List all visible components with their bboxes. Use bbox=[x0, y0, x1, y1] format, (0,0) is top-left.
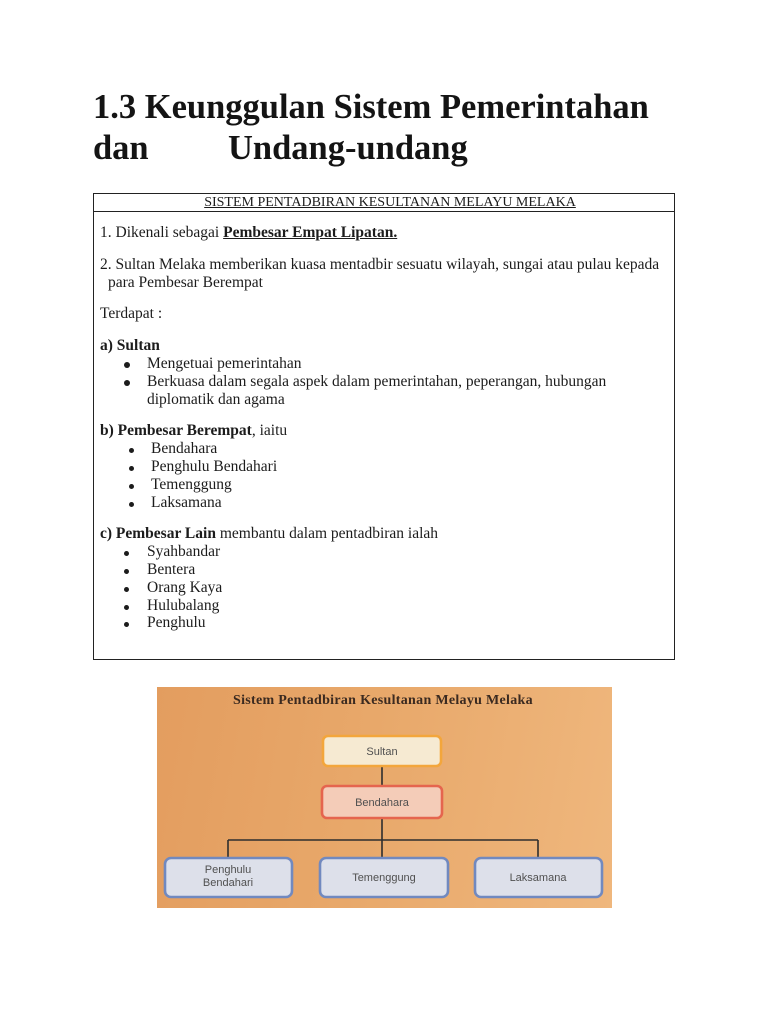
section-c-suffix: membantu dalam pentadbiran ialah bbox=[215, 525, 439, 543]
page-title bbox=[93, 87, 733, 169]
node-penghulu-bendahari-label-line2: Bendahari bbox=[202, 877, 254, 889]
list-item-text: Bendahara bbox=[151, 440, 218, 458]
point-2: 2. Sultan Melaka memberikan kuasa mentadbir sesuatu wilayah, sungai atau pulau kepada para Pembesar Berempat bbox=[100, 255, 660, 291]
panel-header-text: SISTEM PENTADBIRAN KESULTANAN MELAYU MELAKA bbox=[204, 195, 576, 210]
org-chart bbox=[157, 687, 612, 908]
section-c-list bbox=[100, 543, 668, 632]
bullet-icon bbox=[129, 484, 134, 489]
section-a-list bbox=[100, 355, 668, 408]
node-temenggung-label: Temenggung bbox=[352, 872, 416, 884]
list-item-text: Syahbandar bbox=[147, 543, 221, 561]
point-1-emphasis: Pembesar Empat Lipatan. bbox=[223, 224, 398, 241]
list-item bbox=[100, 494, 668, 512]
list-item-text: Berkuasa dalam segala aspek dalam pemerintahan, peperangan, hubungan diplomatik dan agama bbox=[147, 372, 607, 408]
bullet-icon bbox=[124, 380, 130, 386]
section-b-label: b) Pembesar Berempat bbox=[100, 422, 252, 440]
bullet-icon bbox=[124, 569, 129, 574]
bullet-icon bbox=[124, 622, 129, 627]
section-b-heading bbox=[100, 422, 668, 440]
info-panel bbox=[93, 193, 675, 660]
list-item-text: Penghulu Bendahari bbox=[151, 457, 278, 475]
bullet-icon bbox=[124, 362, 130, 368]
list-item-text: Penghulu bbox=[147, 614, 206, 632]
node-sultan bbox=[323, 736, 441, 766]
list-item-text: Bentera bbox=[147, 560, 196, 578]
node-laksamana-label: Laksamana bbox=[509, 872, 567, 884]
page-title-line2-first: dan bbox=[93, 129, 149, 167]
bullet-icon bbox=[124, 587, 129, 592]
list-item bbox=[100, 458, 668, 476]
page-title-line2 bbox=[93, 128, 733, 169]
list-item bbox=[100, 476, 668, 494]
node-bendahara bbox=[322, 786, 442, 818]
list-item-text: Mengetuai pemerintahan bbox=[147, 354, 302, 372]
section-c-label: c) Pembesar Lain bbox=[100, 525, 216, 543]
bullet-icon bbox=[124, 551, 129, 556]
section-c-heading bbox=[100, 525, 668, 543]
intro-text: Terdapat : bbox=[100, 305, 163, 323]
section-b-suffix: , iaitu bbox=[251, 422, 288, 440]
bullet-icon bbox=[129, 466, 134, 471]
list-item-text: Laksamana bbox=[151, 493, 222, 511]
list-item bbox=[100, 597, 668, 615]
node-sultan-label: Sultan bbox=[366, 746, 398, 758]
node-penghulu-bendahari-label-line1: Penghulu bbox=[204, 864, 252, 876]
section-a-label: a) Sultan bbox=[100, 337, 160, 355]
page-title-line1: 1.3 Keunggulan Sistem Pemerintahan bbox=[93, 88, 649, 126]
list-item bbox=[100, 440, 668, 458]
list-item bbox=[100, 579, 668, 597]
list-item-text: Temenggung bbox=[151, 475, 232, 493]
node-penghulu-bendahari bbox=[165, 858, 292, 897]
bullet-icon bbox=[129, 502, 134, 507]
list-item bbox=[100, 373, 668, 409]
panel-body bbox=[94, 212, 674, 632]
page-title-line2-second: Undang-undang bbox=[228, 129, 468, 167]
list-item bbox=[100, 355, 668, 373]
node-temenggung bbox=[320, 858, 448, 897]
node-laksamana bbox=[475, 858, 602, 897]
list-item-text: Orang Kaya bbox=[147, 578, 223, 596]
list-item-text: Hulubalang bbox=[147, 596, 220, 614]
node-bendahara-label: Bendahara bbox=[355, 797, 409, 809]
list-item bbox=[100, 561, 668, 579]
org-chart-title: Sistem Pentadbiran Kesultanan Melayu Melaka bbox=[233, 693, 533, 708]
section-b-list bbox=[100, 440, 668, 511]
panel-header bbox=[94, 194, 674, 212]
point-1 bbox=[100, 224, 668, 242]
list-item bbox=[100, 543, 668, 561]
bullet-icon bbox=[129, 448, 134, 453]
list-item bbox=[100, 614, 668, 632]
org-chart-image bbox=[157, 687, 612, 908]
bullet-icon bbox=[124, 605, 129, 610]
point-1-text: 1. Dikenali sebagai bbox=[100, 224, 224, 241]
